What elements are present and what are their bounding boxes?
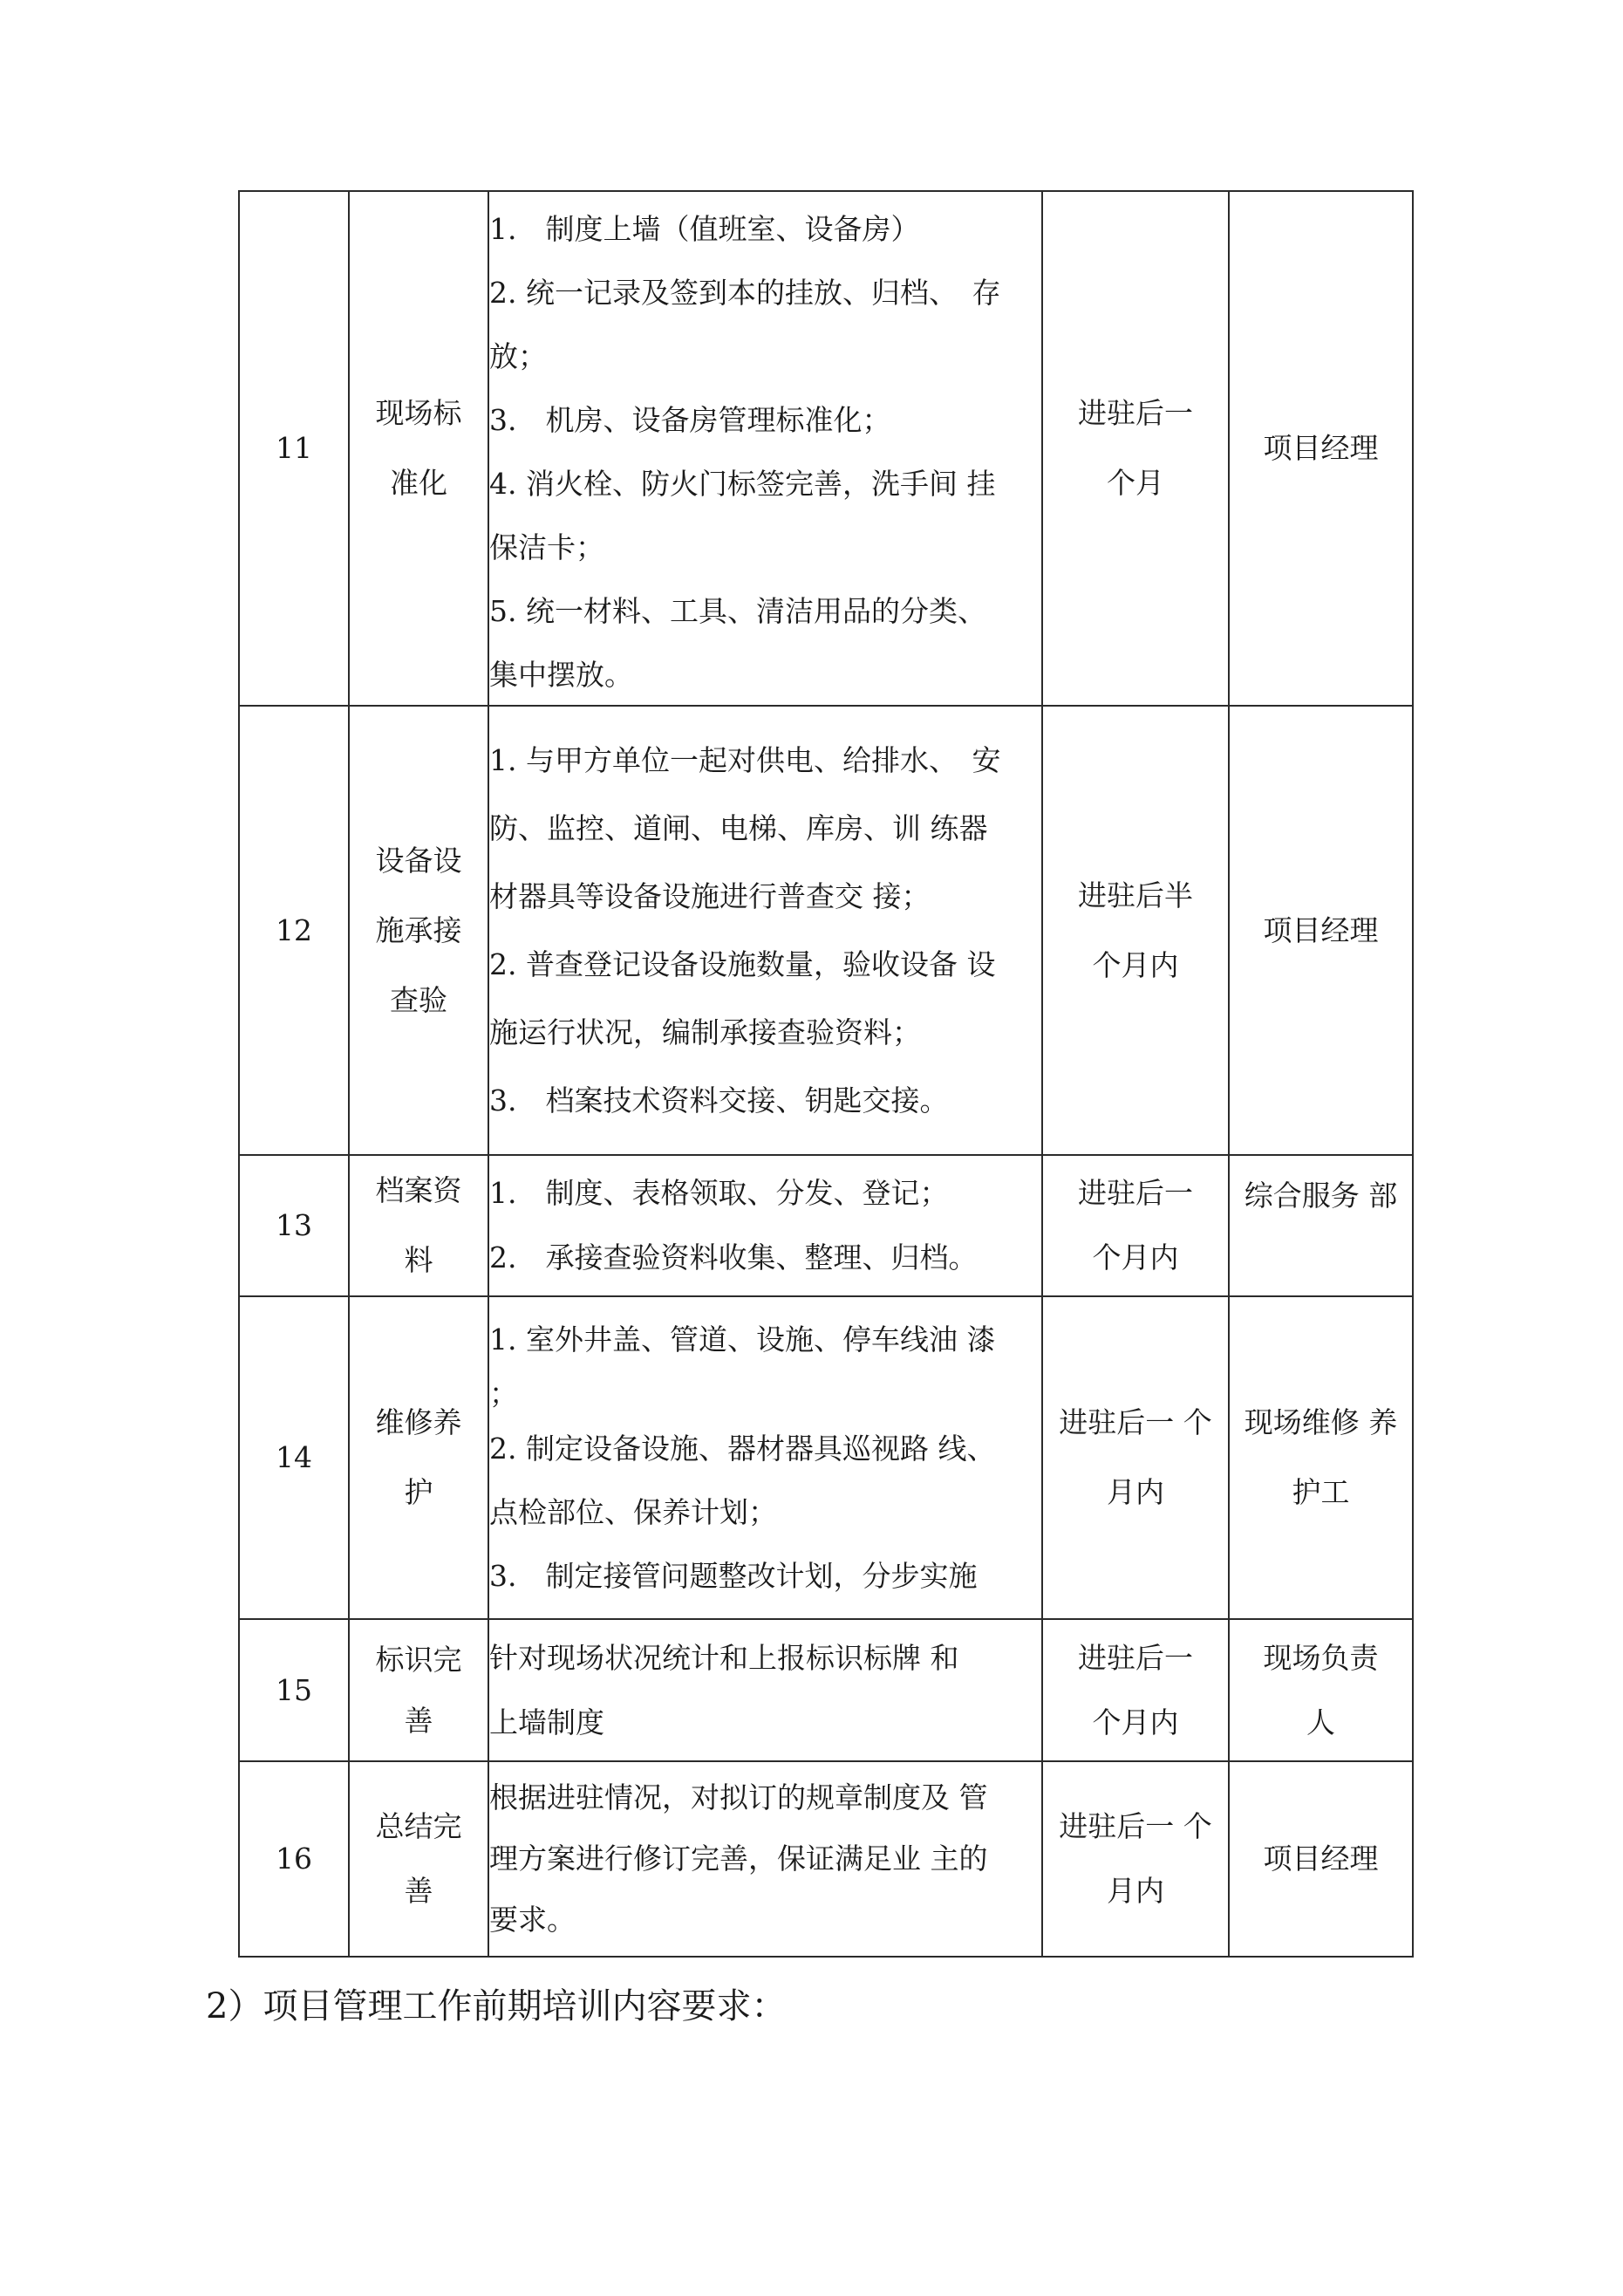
row-number: 12 xyxy=(239,706,349,1155)
table-row xyxy=(239,191,1413,706)
item-content: 1. 与甲方单位一起对供电、给排水、 安 防、监控、道闸、电梯、库房、训 练器 材器具等设备设施进行普查交 接； 2. 普查登记设备设施数量，验收设备 设 施运行状况，编制承接查验资料； 3. 档案技术资料交接、钥匙交接。 xyxy=(488,706,1042,1155)
item-content: 1. 制度上墙（值班室、设备房） 2. 统一记录及签到本的挂放、归档、 存 放； 3. 机房、设备房管理标准化； 4. 消火栓、防火门标签完善，洗手间 挂 保洁卡； 5. 统一材料、工具、清洁用品的分类、 集中摆放。 xyxy=(488,191,1042,706)
row-number: 15 xyxy=(239,1619,349,1761)
schedule: 进驻后一 个 月内 xyxy=(1042,1761,1229,1957)
table-row xyxy=(239,1296,1413,1619)
responsible-party: 综合服务 部 xyxy=(1229,1155,1413,1296)
table-row xyxy=(239,1761,1413,1957)
item-name: 维修养 护 xyxy=(349,1296,488,1619)
schedule: 进驻后一 个月内 xyxy=(1042,1155,1229,1296)
row-number: 13 xyxy=(239,1155,349,1296)
item-name: 标识完 善 xyxy=(349,1619,488,1761)
schedule: 进驻后一 个月 xyxy=(1042,191,1229,706)
responsible-party: 现场负责 人 xyxy=(1229,1619,1413,1761)
row-number: 11 xyxy=(239,191,349,706)
section-heading: 2）项目管理工作前期培训内容要求： xyxy=(206,1986,787,2026)
schedule: 进驻后半 个月内 xyxy=(1042,706,1229,1155)
schedule: 进驻后一 个月内 xyxy=(1042,1619,1229,1761)
table-row xyxy=(239,1155,1413,1296)
item-name: 现场标 准化 xyxy=(349,191,488,706)
schedule: 进驻后一 个 月内 xyxy=(1042,1296,1229,1619)
responsible-party: 项目经理 xyxy=(1229,1761,1413,1957)
item-name: 档案资 料 xyxy=(349,1155,488,1296)
item-name: 设备设 施承接 查验 xyxy=(349,706,488,1155)
row-number: 14 xyxy=(239,1296,349,1619)
row-number: 16 xyxy=(239,1761,349,1957)
responsible-party: 项目经理 xyxy=(1229,706,1413,1155)
item-content: 针对现场状况统计和上报标识标牌 和 上墙制度 xyxy=(488,1619,1042,1761)
work-plan-table xyxy=(238,190,1414,1958)
item-content: 1. 制度、表格领取、分发、登记； 2. 承接查验资料收集、整理、归档。 xyxy=(488,1155,1042,1296)
item-content: 1. 室外井盖、管道、设施、停车线油 漆 ； 2. 制定设备设施、器材器具巡视路 线、 点检部位、保养计划； 3. 制定接管问题整改计划，分步实施 xyxy=(488,1296,1042,1619)
table-row xyxy=(239,1619,1413,1761)
responsible-party: 现场维修 养 护工 xyxy=(1229,1296,1413,1619)
item-name: 总结完 善 xyxy=(349,1761,488,1957)
table-row xyxy=(239,706,1413,1155)
item-content: 根据进驻情况，对拟订的规章制度及 管 理方案进行修订完善，保证满足业 主的 要求。 xyxy=(488,1761,1042,1957)
responsible-party: 项目经理 xyxy=(1229,191,1413,706)
